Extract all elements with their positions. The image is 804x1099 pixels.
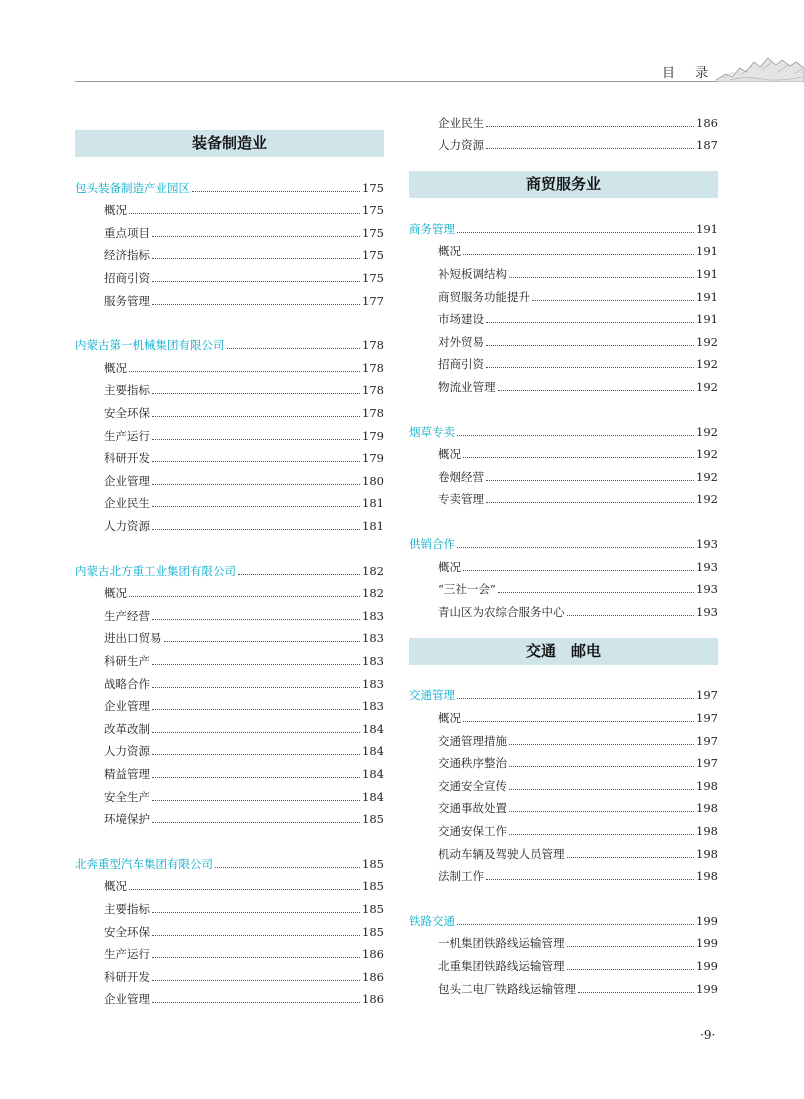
dot-leader: [152, 912, 360, 913]
toc-page-number: 183: [362, 676, 384, 691]
toc-page-number: 191: [696, 312, 718, 327]
toc-page-number: 185: [362, 812, 384, 827]
dot-leader: [152, 957, 360, 958]
toc-page-number: 186: [696, 115, 718, 130]
dot-leader: [457, 698, 694, 699]
toc-item-entry[interactable]: [438, 838, 718, 861]
toc-item-entry[interactable]: [438, 551, 718, 574]
dot-leader: [486, 367, 694, 368]
toc-entry-title: 铁路交通: [409, 913, 455, 928]
toc-item-entry[interactable]: [104, 375, 384, 398]
toc-item-entry[interactable]: [104, 195, 384, 218]
toc-page-number: 199: [696, 913, 718, 928]
dot-leader: [486, 126, 694, 127]
toc-entry-title: 重点项目: [104, 225, 150, 240]
dot-leader: [215, 867, 360, 868]
dot-leader: [457, 924, 694, 925]
toc-entry-title: 生产经营: [104, 608, 150, 623]
toc-entry-title: 商贸服务功能提升: [438, 289, 530, 304]
toc-page-number: 192: [696, 447, 718, 462]
toc-page-number: 179: [362, 451, 384, 466]
toc-item-entry[interactable]: [104, 781, 384, 804]
toc-item-entry[interactable]: [104, 578, 384, 601]
dot-leader: [509, 277, 694, 278]
toc-item-entry[interactable]: [438, 861, 718, 884]
dot-leader: [463, 254, 694, 255]
toc-item-entry[interactable]: [438, 281, 718, 304]
toc-page-number: 197: [696, 756, 718, 771]
dot-leader: [498, 592, 694, 593]
toc-page-number: 184: [362, 744, 384, 759]
dot-leader: [227, 348, 361, 349]
toc-entry-title: 对外贸易: [438, 334, 484, 349]
dot-leader: [152, 619, 360, 620]
dot-leader: [152, 416, 360, 417]
toc-item-entry[interactable]: [104, 262, 384, 285]
toc-page-number: 191: [696, 289, 718, 304]
toc-item-entry[interactable]: [104, 871, 384, 894]
toc-page-number: 199: [696, 936, 718, 951]
toc-entry-title: 商务管理: [409, 221, 455, 236]
dot-leader: [567, 615, 695, 616]
toc-page-number: 185: [362, 879, 384, 894]
toc-entry-title: 物流业管理: [438, 379, 496, 394]
toc-entry-title: 概况: [438, 559, 461, 574]
toc-item-entry[interactable]: [104, 984, 384, 1007]
dot-leader: [509, 811, 694, 812]
toc-entry-title: 交通事故处置: [438, 801, 507, 816]
toc-page-number: 183: [362, 608, 384, 623]
dot-leader: [567, 857, 695, 858]
toc-page-number: 183: [362, 699, 384, 714]
toc-page-number: 193: [696, 536, 718, 551]
dot-leader: [509, 789, 694, 790]
dot-leader: [498, 390, 695, 391]
dot-leader: [567, 946, 695, 947]
toc-entry-title: 北奔重型汽车集团有限公司: [75, 856, 213, 871]
dot-leader: [152, 664, 360, 665]
toc-entry-title: 概况: [438, 244, 461, 259]
toc-entry-title: 交通秩序整治: [438, 756, 507, 771]
toc-item-entry[interactable]: [104, 645, 384, 668]
dot-leader: [152, 935, 360, 936]
toc-entry-title: 战略合作: [104, 676, 150, 691]
toc-entry-title: 安全环保: [104, 405, 150, 420]
dot-leader: [129, 889, 360, 890]
dot-leader: [567, 969, 695, 970]
toc-page-number: 187: [696, 138, 718, 153]
toc-entry-title: 安全生产: [104, 789, 150, 804]
toc-entry-title: 企业管理: [104, 473, 150, 488]
toc-entry-title: 环境保护: [104, 812, 150, 827]
dot-leader: [532, 300, 694, 301]
dot-leader: [486, 148, 694, 149]
toc-page-number: 192: [696, 424, 718, 439]
page-number: ·9·: [700, 1028, 716, 1042]
toc-entry-title: 科研开发: [104, 969, 150, 984]
toc-page-number: 177: [362, 293, 384, 308]
toc-page-number: 193: [696, 559, 718, 574]
toc-page-number: 183: [362, 653, 384, 668]
toc-page-number: 185: [362, 924, 384, 939]
toc-entry-title: 补短板调结构: [438, 266, 507, 281]
toc-page-number: 198: [696, 869, 718, 884]
toc-page-number: 192: [696, 334, 718, 349]
toc-entry-title: 科研生产: [104, 653, 150, 668]
toc-item-entry[interactable]: [438, 304, 718, 327]
toc-item-entry[interactable]: [104, 240, 384, 263]
toc-item-entry[interactable]: [438, 236, 718, 259]
toc-entry-title: 概况: [438, 447, 461, 462]
toc-page-number: 197: [696, 733, 718, 748]
toc-item-entry[interactable]: [438, 973, 718, 996]
toc-section-entry[interactable]: [409, 905, 718, 928]
toc-page-number: 197: [696, 710, 718, 725]
toc-item-entry[interactable]: [438, 928, 718, 951]
toc-item-entry[interactable]: [438, 439, 718, 462]
toc-entry-title: 交通安全宣传: [438, 778, 507, 793]
dot-leader: [152, 281, 360, 282]
category-banner: 装备制造业: [75, 130, 384, 157]
toc-page-number: 192: [696, 469, 718, 484]
toc-item-entry[interactable]: [438, 326, 718, 349]
toc-entry-title: 交通管理措施: [438, 733, 507, 748]
toc-item-entry[interactable]: [104, 893, 384, 916]
dot-leader: [192, 191, 360, 192]
toc-entry-title: 主要指标: [104, 383, 150, 398]
toc-entry-title: 供销合作: [409, 536, 455, 551]
toc-item-entry[interactable]: [104, 668, 384, 691]
dot-leader: [486, 502, 694, 503]
toc-item-entry[interactable]: [438, 107, 718, 130]
toc-item-entry[interactable]: [438, 793, 718, 816]
toc-entry-title: 企业管理: [104, 992, 150, 1007]
toc-page-number: 178: [362, 338, 384, 353]
toc-page-number: 175: [362, 248, 384, 263]
toc-entry-title: 生产运行: [104, 947, 150, 962]
toc-page-number: 198: [696, 846, 718, 861]
toc-item-entry[interactable]: [104, 217, 384, 240]
toc-page-number: 184: [362, 789, 384, 804]
dot-leader: [152, 732, 360, 733]
toc-entry-title: 概况: [438, 710, 461, 725]
toc-section-entry[interactable]: [409, 213, 718, 236]
dot-leader: [152, 709, 360, 710]
toc-entry-title: 交通管理: [409, 688, 455, 703]
category-banner: 交通 邮电: [409, 638, 718, 665]
toc-item-entry[interactable]: [104, 916, 384, 939]
toc-item-entry[interactable]: [104, 804, 384, 827]
dot-leader: [152, 687, 360, 688]
toc-item-entry[interactable]: [104, 285, 384, 308]
toc-item-entry[interactable]: [104, 939, 384, 962]
toc-section-entry[interactable]: [409, 528, 718, 551]
toc-page-number: 191: [696, 266, 718, 281]
toc-entry-title: 人力资源: [104, 518, 150, 533]
toc-page-number: 175: [362, 203, 384, 218]
toc-page-number: 181: [362, 518, 384, 533]
dot-leader: [486, 345, 694, 346]
toc-page-number: 185: [362, 901, 384, 916]
toc-item-entry[interactable]: [104, 352, 384, 375]
toc-page-number: 198: [696, 801, 718, 816]
dot-leader: [152, 439, 360, 440]
toc-page-number: 198: [696, 823, 718, 838]
dot-leader: [463, 457, 694, 458]
toc-item-entry[interactable]: [438, 950, 718, 973]
toc-entry-title: 招商引资: [438, 357, 484, 372]
toc-item-entry[interactable]: [438, 349, 718, 372]
toc-entry-title: 科研开发: [104, 451, 150, 466]
dot-leader: [152, 754, 360, 755]
toc-page-number: 178: [362, 383, 384, 398]
dot-leader: [457, 435, 694, 436]
dot-leader: [164, 641, 361, 642]
toc-entry-title: 烟草专卖: [409, 424, 455, 439]
toc-page-number: 198: [696, 778, 718, 793]
dot-leader: [152, 1002, 360, 1003]
toc-page-number: 186: [362, 947, 384, 962]
dot-leader: [152, 822, 360, 823]
toc-entry-title: 概况: [104, 586, 127, 601]
toc-page-number: 181: [362, 496, 384, 511]
toc-page-number: 179: [362, 428, 384, 443]
toc-item-entry[interactable]: [438, 130, 718, 153]
toc-item-entry[interactable]: [438, 371, 718, 394]
landscape-ornament-icon: [716, 50, 804, 82]
dot-leader: [129, 371, 360, 372]
toc-page-number: 192: [696, 379, 718, 394]
toc-page-number: 178: [362, 405, 384, 420]
dot-leader: [463, 570, 694, 571]
dot-leader: [578, 992, 694, 993]
toc-item-entry[interactable]: [104, 510, 384, 533]
toc-entry-title: 机动车辆及驾驶人员管理: [438, 846, 565, 861]
toc-page-number: 192: [696, 357, 718, 372]
toc-section-entry[interactable]: [409, 416, 718, 439]
toc-entry-title: 概况: [104, 360, 127, 375]
dot-leader: [152, 800, 360, 801]
toc-item-entry[interactable]: [104, 397, 384, 420]
toc-page-number: 180: [362, 473, 384, 488]
dot-leader: [152, 258, 360, 259]
dot-leader: [129, 596, 360, 597]
toc-section-entry[interactable]: [75, 172, 384, 195]
toc-entry-title: 安全环保: [104, 924, 150, 939]
toc-entry-title: 精益管理: [104, 766, 150, 781]
dot-leader: [486, 879, 694, 880]
toc-item-entry[interactable]: [104, 758, 384, 781]
toc-entry-title: 企业管理: [104, 699, 150, 714]
running-header-title: 目 录: [662, 66, 717, 81]
toc-page-number: 193: [696, 582, 718, 597]
toc-entry-title: 人力资源: [104, 744, 150, 759]
toc-entry-title: 招商引资: [104, 270, 150, 285]
toc-item-entry[interactable]: [104, 465, 384, 488]
toc-item-entry[interactable]: [438, 258, 718, 281]
toc-item-entry[interactable]: [104, 420, 384, 443]
toc-page-number: 193: [696, 604, 718, 619]
toc-entry-title: 卷烟经营: [438, 469, 484, 484]
dot-leader: [152, 529, 360, 530]
toc-page-number: 183: [362, 631, 384, 646]
toc-item-entry[interactable]: [104, 691, 384, 714]
toc-item-entry[interactable]: [438, 484, 718, 507]
toc-entry-title: 进出口贸易: [104, 631, 162, 646]
dot-leader: [238, 574, 360, 575]
dot-leader: [463, 721, 694, 722]
dot-leader: [129, 213, 360, 214]
toc-item-entry[interactable]: [438, 596, 718, 619]
toc-page-number: 182: [362, 563, 384, 578]
toc-item-entry[interactable]: [438, 770, 718, 793]
dot-leader: [152, 980, 360, 981]
toc-entry-title: 改革改制: [104, 721, 150, 736]
toc-section-entry[interactable]: [75, 555, 384, 578]
toc-entry-title: 包头二电厂铁路线运输管理: [438, 981, 576, 996]
toc-entry-title: 生产运行: [104, 428, 150, 443]
toc-page-number: 186: [362, 969, 384, 984]
toc-entry-title: 概况: [104, 203, 127, 218]
category-banner: 商贸服务业: [409, 171, 718, 198]
toc-item-entry[interactable]: [438, 702, 718, 725]
dot-leader: [509, 766, 694, 767]
dot-leader: [486, 322, 694, 323]
dot-leader: [486, 480, 694, 481]
toc-page-number: 175: [362, 270, 384, 285]
header-rule: [75, 81, 804, 82]
toc-page-number: 186: [362, 992, 384, 1007]
toc-item-entry[interactable]: [104, 961, 384, 984]
toc-page-number: 191: [696, 221, 718, 236]
toc-item-entry[interactable]: [104, 600, 384, 623]
dot-leader: [509, 834, 694, 835]
dot-leader: [152, 304, 360, 305]
toc-item-entry[interactable]: [438, 461, 718, 484]
toc-entry-title: 交通安保工作: [438, 823, 507, 838]
toc-item-entry[interactable]: [104, 623, 384, 646]
dot-leader: [152, 461, 360, 462]
toc-entry-title: 法制工作: [438, 869, 484, 884]
toc-item-entry[interactable]: [104, 488, 384, 511]
dot-leader: [152, 506, 360, 507]
toc-entry-title: 经济指标: [104, 248, 150, 263]
toc-entry-title: 企业民生: [438, 115, 484, 130]
toc-page-number: 199: [696, 981, 718, 996]
dot-leader: [457, 232, 694, 233]
toc-entry-title: 内蒙古第一机械集团有限公司: [75, 338, 225, 353]
toc-entry-title: 人力资源: [438, 138, 484, 153]
toc-entry-title: 一机集团铁路线运输管理: [438, 936, 565, 951]
toc-section-entry[interactable]: [75, 848, 384, 871]
dot-leader: [509, 744, 694, 745]
dot-leader: [152, 236, 360, 237]
toc-entry-title: 主要指标: [104, 901, 150, 916]
dot-leader: [152, 484, 360, 485]
toc-entry-title: 内蒙古北方重工业集团有限公司: [75, 563, 236, 578]
toc-page-number: 185: [362, 856, 384, 871]
toc-page-number: 175: [362, 225, 384, 240]
toc-page-number: 184: [362, 721, 384, 736]
toc-entry-title: “三社一会”: [438, 582, 496, 597]
toc-item-entry[interactable]: [104, 736, 384, 759]
toc-entry-title: 市场建设: [438, 312, 484, 327]
toc-page-number: 197: [696, 688, 718, 703]
toc-page-number: 175: [362, 180, 384, 195]
toc-page-number: 199: [696, 958, 718, 973]
toc-item-entry[interactable]: [438, 815, 718, 838]
dot-leader: [457, 547, 694, 548]
toc-entry-title: 青山区为农综合服务中心: [438, 604, 565, 619]
toc-page-number: 182: [362, 586, 384, 601]
toc-item-entry[interactable]: [438, 748, 718, 771]
toc-page-number: 184: [362, 766, 384, 781]
toc-page-number: 192: [696, 492, 718, 507]
toc-entry-title: 服务管理: [104, 293, 150, 308]
toc-entry-title: 概况: [104, 879, 127, 894]
toc-entry-title: 专卖管理: [438, 492, 484, 507]
toc-entry-title: 北重集团铁路线运输管理: [438, 958, 565, 973]
toc-section-entry[interactable]: [75, 330, 384, 353]
toc-section-entry[interactable]: [409, 680, 718, 703]
toc-item-entry[interactable]: [104, 713, 384, 736]
toc-entry-title: 包头装备制造产业园区: [75, 180, 190, 195]
toc-item-entry[interactable]: [104, 443, 384, 466]
dot-leader: [152, 393, 360, 394]
toc-page-number: 178: [362, 360, 384, 375]
toc-entry-title: 企业民生: [104, 496, 150, 511]
toc-item-entry[interactable]: [438, 574, 718, 597]
toc-page-number: 191: [696, 244, 718, 259]
dot-leader: [152, 777, 360, 778]
toc-item-entry[interactable]: [438, 725, 718, 748]
